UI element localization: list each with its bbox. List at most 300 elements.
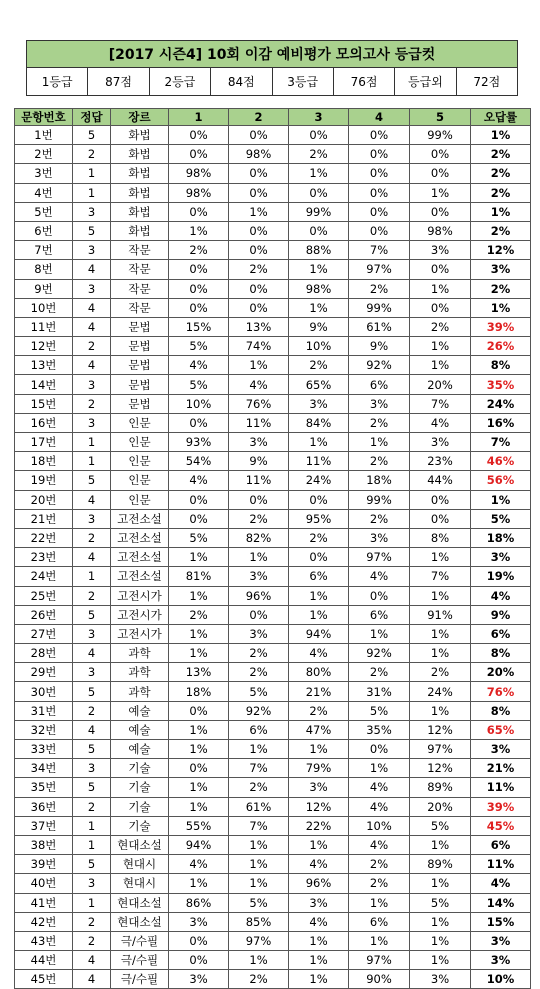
column-header: 4 [349, 109, 410, 126]
answer: 5 [73, 682, 111, 701]
choice-5-rate: 97% [410, 740, 471, 759]
choice-2-rate: 92% [229, 701, 289, 720]
question-number: 11번 [15, 317, 73, 336]
choice-4-rate: 0% [349, 586, 410, 605]
column-header: 5 [410, 109, 471, 126]
genre: 문법 [111, 394, 169, 413]
table-row [15, 490, 531, 509]
choice-2-rate: 3% [229, 624, 289, 643]
choice-4-rate: 3% [349, 394, 410, 413]
choice-4-rate: 3% [349, 528, 410, 547]
choice-2-rate: 1% [229, 835, 289, 854]
error-rate: 2% [471, 221, 531, 240]
answer: 1 [73, 164, 111, 183]
choice-1-rate: 1% [169, 624, 229, 643]
column-header: 정답 [73, 109, 111, 126]
choice-3-rate: 22% [289, 816, 349, 835]
choice-3-rate: 0% [289, 548, 349, 567]
choice-3-rate: 94% [289, 624, 349, 643]
genre: 문법 [111, 337, 169, 356]
choice-1-rate: 94% [169, 835, 229, 854]
error-rate: 39% [471, 797, 531, 816]
choice-3-rate: 2% [289, 701, 349, 720]
choice-4-rate: 4% [349, 835, 410, 854]
answer: 2 [73, 586, 111, 605]
choice-3-rate: 4% [289, 644, 349, 663]
choice-1-rate: 0% [169, 126, 229, 145]
grade-label-other: 등급외 [395, 68, 456, 95]
choice-3-rate: 9% [289, 317, 349, 336]
choice-1-rate: 4% [169, 356, 229, 375]
choice-4-rate: 6% [349, 912, 410, 931]
question-number: 34번 [15, 759, 73, 778]
choice-1-rate: 1% [169, 548, 229, 567]
question-number: 29번 [15, 663, 73, 682]
answer: 5 [73, 471, 111, 490]
error-rate: 1% [471, 126, 531, 145]
choice-2-rate: 4% [229, 375, 289, 394]
genre: 작문 [111, 298, 169, 317]
choice-4-rate: 97% [349, 260, 410, 279]
choice-5-rate: 24% [410, 682, 471, 701]
question-number: 45번 [15, 970, 73, 989]
error-rate: 45% [471, 816, 531, 835]
choice-3-rate: 80% [289, 663, 349, 682]
answer: 5 [73, 778, 111, 797]
question-number: 37번 [15, 816, 73, 835]
error-rate: 11% [471, 778, 531, 797]
answer: 4 [73, 951, 111, 970]
table-row [15, 586, 531, 605]
choice-3-rate: 65% [289, 375, 349, 394]
genre: 기술 [111, 759, 169, 778]
table-row [15, 279, 531, 298]
answer: 1 [73, 183, 111, 202]
choice-1-rate: 1% [169, 644, 229, 663]
choice-3-rate: 47% [289, 720, 349, 739]
choice-2-rate: 2% [229, 970, 289, 989]
choice-4-rate: 0% [349, 126, 410, 145]
choice-2-rate: 2% [229, 644, 289, 663]
answer: 2 [73, 912, 111, 931]
question-number: 3번 [15, 164, 73, 183]
column-header: 3 [289, 109, 349, 126]
table-row [15, 337, 531, 356]
choice-5-rate: 1% [410, 874, 471, 893]
choice-2-rate: 1% [229, 356, 289, 375]
choice-5-rate: 1% [410, 951, 471, 970]
error-rate: 2% [471, 164, 531, 183]
choice-5-rate: 0% [410, 298, 471, 317]
choice-2-rate: 6% [229, 720, 289, 739]
choice-2-rate: 7% [229, 816, 289, 835]
error-rate: 16% [471, 413, 531, 432]
question-number: 18번 [15, 452, 73, 471]
genre: 현대소설 [111, 912, 169, 931]
choice-5-rate: 89% [410, 778, 471, 797]
error-rate: 3% [471, 931, 531, 950]
choice-5-rate: 1% [410, 548, 471, 567]
error-rate: 24% [471, 394, 531, 413]
table-row [15, 855, 531, 874]
choice-3-rate: 1% [289, 605, 349, 624]
question-number: 26번 [15, 605, 73, 624]
choice-5-rate: 1% [410, 586, 471, 605]
choice-4-rate: 1% [349, 624, 410, 643]
choice-3-rate: 4% [289, 855, 349, 874]
answer: 5 [73, 855, 111, 874]
choice-3-rate: 96% [289, 874, 349, 893]
table-row [15, 452, 531, 471]
question-number: 4번 [15, 183, 73, 202]
question-number: 38번 [15, 835, 73, 854]
error-rate: 8% [471, 701, 531, 720]
choice-2-rate: 0% [229, 605, 289, 624]
choice-4-rate: 1% [349, 759, 410, 778]
choice-5-rate: 1% [410, 624, 471, 643]
answer: 3 [73, 413, 111, 432]
choice-2-rate: 96% [229, 586, 289, 605]
answer: 4 [73, 548, 111, 567]
choice-4-rate: 92% [349, 644, 410, 663]
genre: 과학 [111, 644, 169, 663]
question-number: 15번 [15, 394, 73, 413]
table-row [15, 624, 531, 643]
table-row [15, 893, 531, 912]
answer: 3 [73, 279, 111, 298]
choice-5-rate: 3% [410, 433, 471, 452]
choice-3-rate: 3% [289, 893, 349, 912]
grade-cut-row [27, 68, 517, 95]
question-number: 39번 [15, 855, 73, 874]
choice-2-rate: 85% [229, 912, 289, 931]
answer: 1 [73, 816, 111, 835]
choice-5-rate: 1% [410, 356, 471, 375]
choice-4-rate: 97% [349, 548, 410, 567]
answer: 3 [73, 509, 111, 528]
answer: 5 [73, 126, 111, 145]
genre: 고전소설 [111, 528, 169, 547]
choice-1-rate: 81% [169, 567, 229, 586]
error-rate: 12% [471, 241, 531, 260]
choice-4-rate: 0% [349, 183, 410, 202]
answer: 4 [73, 644, 111, 663]
choice-2-rate: 1% [229, 951, 289, 970]
choice-1-rate: 55% [169, 816, 229, 835]
choice-4-rate: 2% [349, 413, 410, 432]
error-rate: 7% [471, 433, 531, 452]
table-row [15, 816, 531, 835]
answer: 3 [73, 202, 111, 221]
choice-4-rate: 99% [349, 490, 410, 509]
choice-2-rate: 11% [229, 471, 289, 490]
table-row [15, 202, 531, 221]
genre: 고전소설 [111, 548, 169, 567]
choice-2-rate: 2% [229, 778, 289, 797]
error-rate: 46% [471, 452, 531, 471]
choice-4-rate: 2% [349, 509, 410, 528]
question-number: 31번 [15, 701, 73, 720]
error-rate: 65% [471, 720, 531, 739]
choice-1-rate: 3% [169, 970, 229, 989]
choice-2-rate: 1% [229, 548, 289, 567]
error-rate: 56% [471, 471, 531, 490]
answer: 3 [73, 375, 111, 394]
choice-1-rate: 4% [169, 855, 229, 874]
question-number: 6번 [15, 221, 73, 240]
answer: 4 [73, 970, 111, 989]
table-row [15, 835, 531, 854]
choice-1-rate: 0% [169, 509, 229, 528]
choice-4-rate: 4% [349, 567, 410, 586]
table-row [15, 298, 531, 317]
error-rate: 3% [471, 740, 531, 759]
choice-5-rate: 8% [410, 528, 471, 547]
choice-1-rate: 5% [169, 337, 229, 356]
choice-3-rate: 99% [289, 202, 349, 221]
genre: 인문 [111, 452, 169, 471]
choice-2-rate: 5% [229, 682, 289, 701]
choice-5-rate: 2% [410, 663, 471, 682]
genre: 고전시가 [111, 586, 169, 605]
choice-1-rate: 98% [169, 183, 229, 202]
error-rate: 76% [471, 682, 531, 701]
genre: 극/수필 [111, 931, 169, 950]
genre: 과학 [111, 682, 169, 701]
choice-4-rate: 6% [349, 375, 410, 394]
grade-score-3: 76점 [334, 68, 395, 95]
question-number: 30번 [15, 682, 73, 701]
choice-2-rate: 0% [229, 126, 289, 145]
choice-5-rate: 1% [410, 183, 471, 202]
choice-4-rate: 0% [349, 145, 410, 164]
choice-2-rate: 0% [229, 279, 289, 298]
error-rate: 14% [471, 893, 531, 912]
table-row [15, 433, 531, 452]
answer: 1 [73, 893, 111, 912]
genre: 기술 [111, 778, 169, 797]
choice-3-rate: 1% [289, 298, 349, 317]
table-row [15, 720, 531, 739]
error-rate: 8% [471, 644, 531, 663]
column-header: 오답률 [471, 109, 531, 126]
grade-score-2: 84점 [211, 68, 272, 95]
question-number: 22번 [15, 528, 73, 547]
choice-4-rate: 0% [349, 221, 410, 240]
genre: 화법 [111, 221, 169, 240]
choice-3-rate: 0% [289, 183, 349, 202]
choice-4-rate: 61% [349, 317, 410, 336]
table-row [15, 221, 531, 240]
table-row [15, 951, 531, 970]
genre: 현대시 [111, 874, 169, 893]
genre: 과학 [111, 663, 169, 682]
genre: 인문 [111, 471, 169, 490]
question-number: 33번 [15, 740, 73, 759]
choice-1-rate: 2% [169, 605, 229, 624]
choice-1-rate: 0% [169, 260, 229, 279]
question-number: 12번 [15, 337, 73, 356]
choice-1-rate: 1% [169, 797, 229, 816]
question-number: 1번 [15, 126, 73, 145]
table-row [15, 471, 531, 490]
choice-5-rate: 1% [410, 279, 471, 298]
choice-3-rate: 24% [289, 471, 349, 490]
choice-5-rate: 3% [410, 241, 471, 260]
choice-1-rate: 13% [169, 663, 229, 682]
choice-3-rate: 0% [289, 126, 349, 145]
table-row [15, 740, 531, 759]
choice-1-rate: 5% [169, 528, 229, 547]
error-rate: 6% [471, 624, 531, 643]
grade-label-3: 3등급 [273, 68, 334, 95]
choice-5-rate: 91% [410, 605, 471, 624]
question-number: 40번 [15, 874, 73, 893]
choice-3-rate: 11% [289, 452, 349, 471]
choice-5-rate: 5% [410, 893, 471, 912]
choice-5-rate: 99% [410, 126, 471, 145]
genre: 기술 [111, 797, 169, 816]
choice-4-rate: 1% [349, 433, 410, 452]
genre: 예술 [111, 720, 169, 739]
choice-4-rate: 0% [349, 164, 410, 183]
answer: 3 [73, 759, 111, 778]
choice-5-rate: 0% [410, 490, 471, 509]
genre: 고전시가 [111, 605, 169, 624]
answer: 3 [73, 874, 111, 893]
answer: 1 [73, 835, 111, 854]
choice-2-rate: 1% [229, 740, 289, 759]
column-header: 1 [169, 109, 229, 126]
choice-5-rate: 7% [410, 567, 471, 586]
column-header: 문항번호 [15, 109, 73, 126]
error-rate: 8% [471, 356, 531, 375]
error-rate: 39% [471, 317, 531, 336]
error-rate: 5% [471, 509, 531, 528]
choice-1-rate: 0% [169, 701, 229, 720]
answer: 5 [73, 221, 111, 240]
genre: 문법 [111, 317, 169, 336]
error-rate: 4% [471, 874, 531, 893]
choice-3-rate: 12% [289, 797, 349, 816]
error-rate: 9% [471, 605, 531, 624]
genre: 극/수필 [111, 951, 169, 970]
choice-3-rate: 95% [289, 509, 349, 528]
choice-1-rate: 0% [169, 279, 229, 298]
error-rate: 15% [471, 912, 531, 931]
question-number: 9번 [15, 279, 73, 298]
choice-3-rate: 2% [289, 528, 349, 547]
choice-4-rate: 2% [349, 874, 410, 893]
error-rate: 11% [471, 855, 531, 874]
choice-1-rate: 0% [169, 298, 229, 317]
choice-4-rate: 2% [349, 452, 410, 471]
genre: 기술 [111, 816, 169, 835]
genre: 고전시가 [111, 624, 169, 643]
question-number: 8번 [15, 260, 73, 279]
genre: 예술 [111, 701, 169, 720]
table-row [15, 663, 531, 682]
question-number: 14번 [15, 375, 73, 394]
choice-4-rate: 35% [349, 720, 410, 739]
choice-5-rate: 12% [410, 720, 471, 739]
choice-3-rate: 1% [289, 931, 349, 950]
error-rate: 19% [471, 567, 531, 586]
choice-5-rate: 5% [410, 816, 471, 835]
question-number: 35번 [15, 778, 73, 797]
table-row [15, 509, 531, 528]
choice-5-rate: 98% [410, 221, 471, 240]
choice-4-rate: 5% [349, 701, 410, 720]
choice-1-rate: 1% [169, 778, 229, 797]
choice-2-rate: 2% [229, 663, 289, 682]
genre: 화법 [111, 145, 169, 164]
genre: 인문 [111, 433, 169, 452]
choice-1-rate: 93% [169, 433, 229, 452]
answer: 4 [73, 298, 111, 317]
table-row [15, 644, 531, 663]
table-row [15, 164, 531, 183]
table-row [15, 356, 531, 375]
choice-5-rate: 0% [410, 509, 471, 528]
answer: 2 [73, 931, 111, 950]
choice-2-rate: 0% [229, 490, 289, 509]
choice-5-rate: 1% [410, 701, 471, 720]
question-number: 20번 [15, 490, 73, 509]
grade-label-2: 2등급 [150, 68, 211, 95]
choice-2-rate: 0% [229, 298, 289, 317]
choice-1-rate: 0% [169, 759, 229, 778]
choice-5-rate: 0% [410, 260, 471, 279]
choice-3-rate: 1% [289, 586, 349, 605]
choice-3-rate: 1% [289, 433, 349, 452]
choice-5-rate: 44% [410, 471, 471, 490]
genre: 극/수필 [111, 970, 169, 989]
choice-4-rate: 97% [349, 951, 410, 970]
genre: 작문 [111, 241, 169, 260]
genre: 현대소설 [111, 893, 169, 912]
error-rate: 26% [471, 337, 531, 356]
answer: 1 [73, 452, 111, 471]
question-number: 5번 [15, 202, 73, 221]
choice-2-rate: 1% [229, 855, 289, 874]
genre: 문법 [111, 356, 169, 375]
question-number: 44번 [15, 951, 73, 970]
table-row [15, 605, 531, 624]
choice-2-rate: 98% [229, 145, 289, 164]
table-row [15, 682, 531, 701]
grade-label-1: 1등급 [27, 68, 88, 95]
choice-5-rate: 3% [410, 970, 471, 989]
question-number: 19번 [15, 471, 73, 490]
choice-2-rate: 1% [229, 874, 289, 893]
choice-4-rate: 1% [349, 931, 410, 950]
choice-3-rate: 1% [289, 970, 349, 989]
choice-3-rate: 3% [289, 394, 349, 413]
genre: 문법 [111, 375, 169, 394]
choice-2-rate: 1% [229, 202, 289, 221]
genre: 인문 [111, 490, 169, 509]
genre: 작문 [111, 279, 169, 298]
error-rate: 3% [471, 260, 531, 279]
choice-5-rate: 0% [410, 164, 471, 183]
choice-5-rate: 89% [410, 855, 471, 874]
genre: 예술 [111, 740, 169, 759]
choice-3-rate: 2% [289, 356, 349, 375]
choice-3-rate: 2% [289, 145, 349, 164]
table-row [15, 413, 531, 432]
question-number: 7번 [15, 241, 73, 260]
